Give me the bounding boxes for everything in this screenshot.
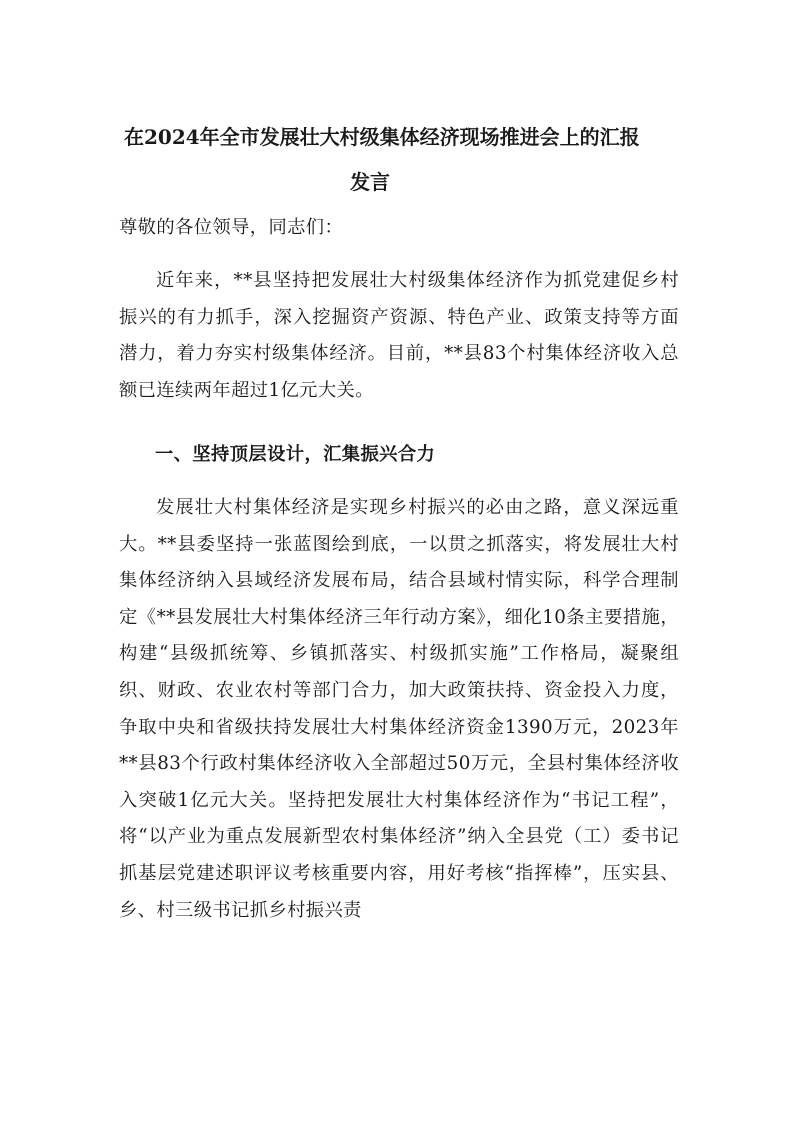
document-title-line-1: 在2024年全市发展壮大村级集体经济现场推进会上的汇报 xyxy=(124,125,640,149)
document-title-line-2: 发言 xyxy=(350,170,390,194)
paragraph-section-1: 发展壮大村集体经济是实现乡村振兴的必由之路，意义深远重大。**县委坚持一张蓝图绘到底，一以贯之抓落实，将发展壮大村集体经济纳入县域经济发展布局，结合县域村情实际，科学合理制定《**县发展壮大村集体经济三年行动方案》，细化10条主要措施，构建“县级抓统筹、乡镇抓落实、村级抓实施”工作格局，凝聚组织、财政、农业农村等部门合力，加大政策扶持、资金投入力度，争取中央和省级扶持发展壮大村集体经济资金1390万元，2023年**县83个行政村集体经济收入全部超过50万元，全县村集体经济收入突破1亿元大关。坚持把发展壮大村集体经济作为“书记工程”，将“以产业为重点发展新型农村集体经济”纳入全县党（工）委书记抓基层党建述职评议考核重要内容，用好考核“指挥棒”，压实县、乡、村三级书记抓乡村振兴责 xyxy=(119,497,679,921)
salutation: 尊敬的各位领导，同志们： xyxy=(119,217,344,238)
paragraph-intro: 近年来，**县坚持把发展壮大村级集体经济作为抓党建促乡村振兴的有力抓手，深入挖掘资产资源、特色产业、政策支持等方面潜力，着力夯实村级集体经济。目前，**县83个村集体经济收入总额已连续两年超过1亿元大关。 xyxy=(119,270,679,401)
section-heading-1: 一、坚持顶层设计，汇集振兴合力 xyxy=(155,444,436,465)
